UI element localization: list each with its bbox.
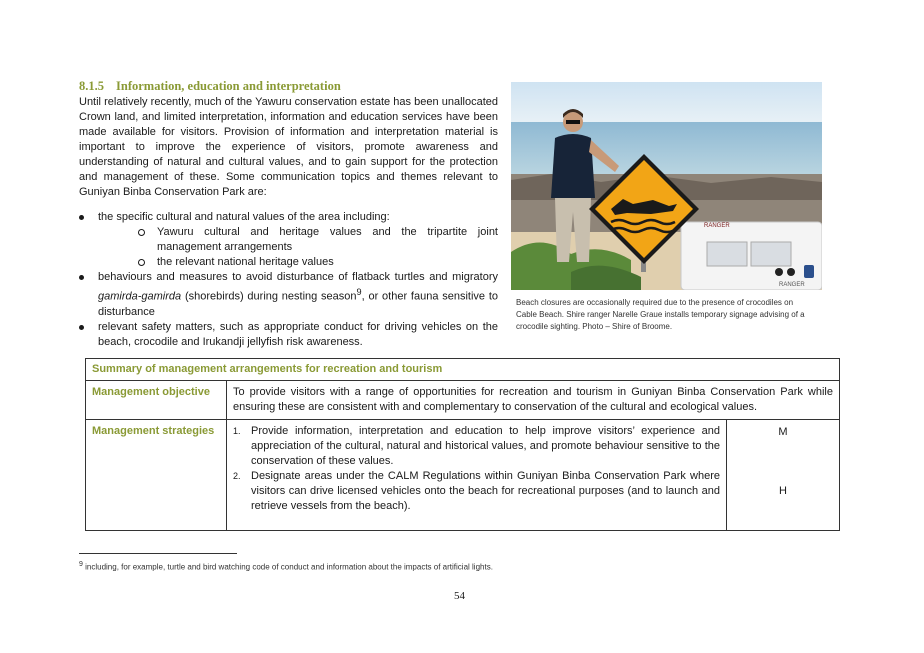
- bullet-text: , or other fauna sensitive to disturbance: [98, 290, 498, 318]
- strategies-list: [233, 424, 720, 514]
- summary-table: [85, 358, 840, 531]
- summary-header: Summary of management arrangements for recreation and tourism: [86, 359, 840, 381]
- vehicle-grille: [751, 242, 791, 266]
- vehicle-label: RANGER: [704, 223, 730, 229]
- bullet-circle-icon: [138, 229, 145, 236]
- list-item: [79, 320, 498, 350]
- footnote-ref[interactable]: 9: [356, 287, 362, 297]
- topics-list: [79, 210, 498, 350]
- shire-logo-icon: [804, 265, 814, 278]
- bullet-dot-icon: [79, 275, 84, 280]
- strategy-number: 1.: [233, 426, 241, 436]
- list-item: [233, 469, 720, 514]
- page-number: 54: [454, 590, 465, 602]
- footnote-marker: 9: [79, 561, 83, 568]
- objective-label: Management objective: [86, 381, 227, 420]
- vehicle-grille: [707, 242, 747, 266]
- bullet-text: behaviours and measures to avoid disturbance of flatback turtles and migratory: [98, 271, 498, 283]
- photo-caption: Beach closures are occasionally required due to the presence of crocodiles on Cable Beach. Shire ranger Narelle Graue installs temporary signage advising of a crocodile sighting. Photo – Shire of Broome.: [516, 298, 805, 331]
- sub-bullet-text: the relevant national heritage values: [157, 256, 334, 268]
- list-item: [233, 424, 720, 469]
- strategy-text: Designate areas under the CALM Regulations within Guniyan Binba Conservation Park where visitors can drive licensed vehicles onto the beach for recreational purposes (and to launch and retrieve vessels from the beach).: [251, 470, 720, 512]
- bullet-circle-icon: [138, 259, 145, 266]
- table-row: [86, 359, 840, 381]
- bullet-dot-icon: [79, 215, 84, 220]
- bullet-dot-icon: [79, 325, 84, 330]
- bullet-text: relevant safety matters, such as appropriate conduct for driving vehicles on the beach, crocodile and Irukandji jellyfish risk awareness.: [98, 320, 498, 348]
- objective-text: To provide visitors with a range of opportunities for recreation and tourism in Guniyan Binba Conservation Park while ensuring these are consistent with and complementary to conservation of the cultural and ecological values.: [227, 381, 840, 420]
- sub-list: [98, 225, 498, 270]
- section-number: 8.1.5: [79, 79, 104, 93]
- italic-term: gamirda-gamirda: [98, 290, 182, 303]
- strategies-label: Management strategies: [86, 420, 227, 531]
- strategy-text: Provide information, interpretation and education to help improve visitors’ experience and appreciation of the cultural, natural and historical values, and promote behaviour sensitive to the conservation of these values.: [251, 425, 720, 467]
- strategies-cell: [227, 420, 727, 531]
- sky: [511, 82, 822, 122]
- photo-illustration: [511, 82, 822, 290]
- vehicle-emblem-icon: [775, 268, 783, 276]
- sub-bullet-text: Yawuru cultural and heritage values and the tripartite joint management arrangements: [157, 226, 498, 253]
- sub-list-item: [138, 255, 498, 270]
- strategy-number: 2.: [233, 471, 241, 481]
- priority-value: M: [778, 426, 788, 438]
- priority-cell: [727, 420, 840, 531]
- footnote: [79, 561, 493, 572]
- footnote-text: including, for example, turtle and bird watching code of conduct and information about the impacts of artificial lights.: [82, 562, 493, 572]
- list-item: [79, 270, 498, 320]
- list-item: [79, 210, 498, 270]
- crocodile-sign-photo: [511, 82, 822, 290]
- section-title: Information, education and interpretation: [116, 79, 341, 93]
- table-row: [86, 381, 840, 420]
- table-row: [86, 420, 840, 531]
- priority-value: H: [779, 485, 787, 497]
- bullet-text: (shorebirds) during nesting season: [181, 290, 357, 303]
- section-heading: [79, 79, 341, 94]
- intro-paragraph: Until relatively recently, much of the Yawuru conservation estate has been unallocated Crown land, and limited interpretation, information and education services have been made available for visitors. Provision of information and interpretation material is important to improve the experience of visitors, promote awareness and understanding of natural and cultural values, and to gain support for the protection and management of these. Some communication topics and themes relevant to Guniyan Binba Conservation Park are:: [79, 96, 498, 198]
- vehicle-emblem-icon: [787, 268, 795, 276]
- vehicle-label: RANGER: [779, 282, 805, 288]
- bullet-text: the specific cultural and natural values of the area including:: [98, 211, 390, 223]
- footnote-divider: [79, 553, 237, 554]
- sub-list-item: [138, 225, 498, 255]
